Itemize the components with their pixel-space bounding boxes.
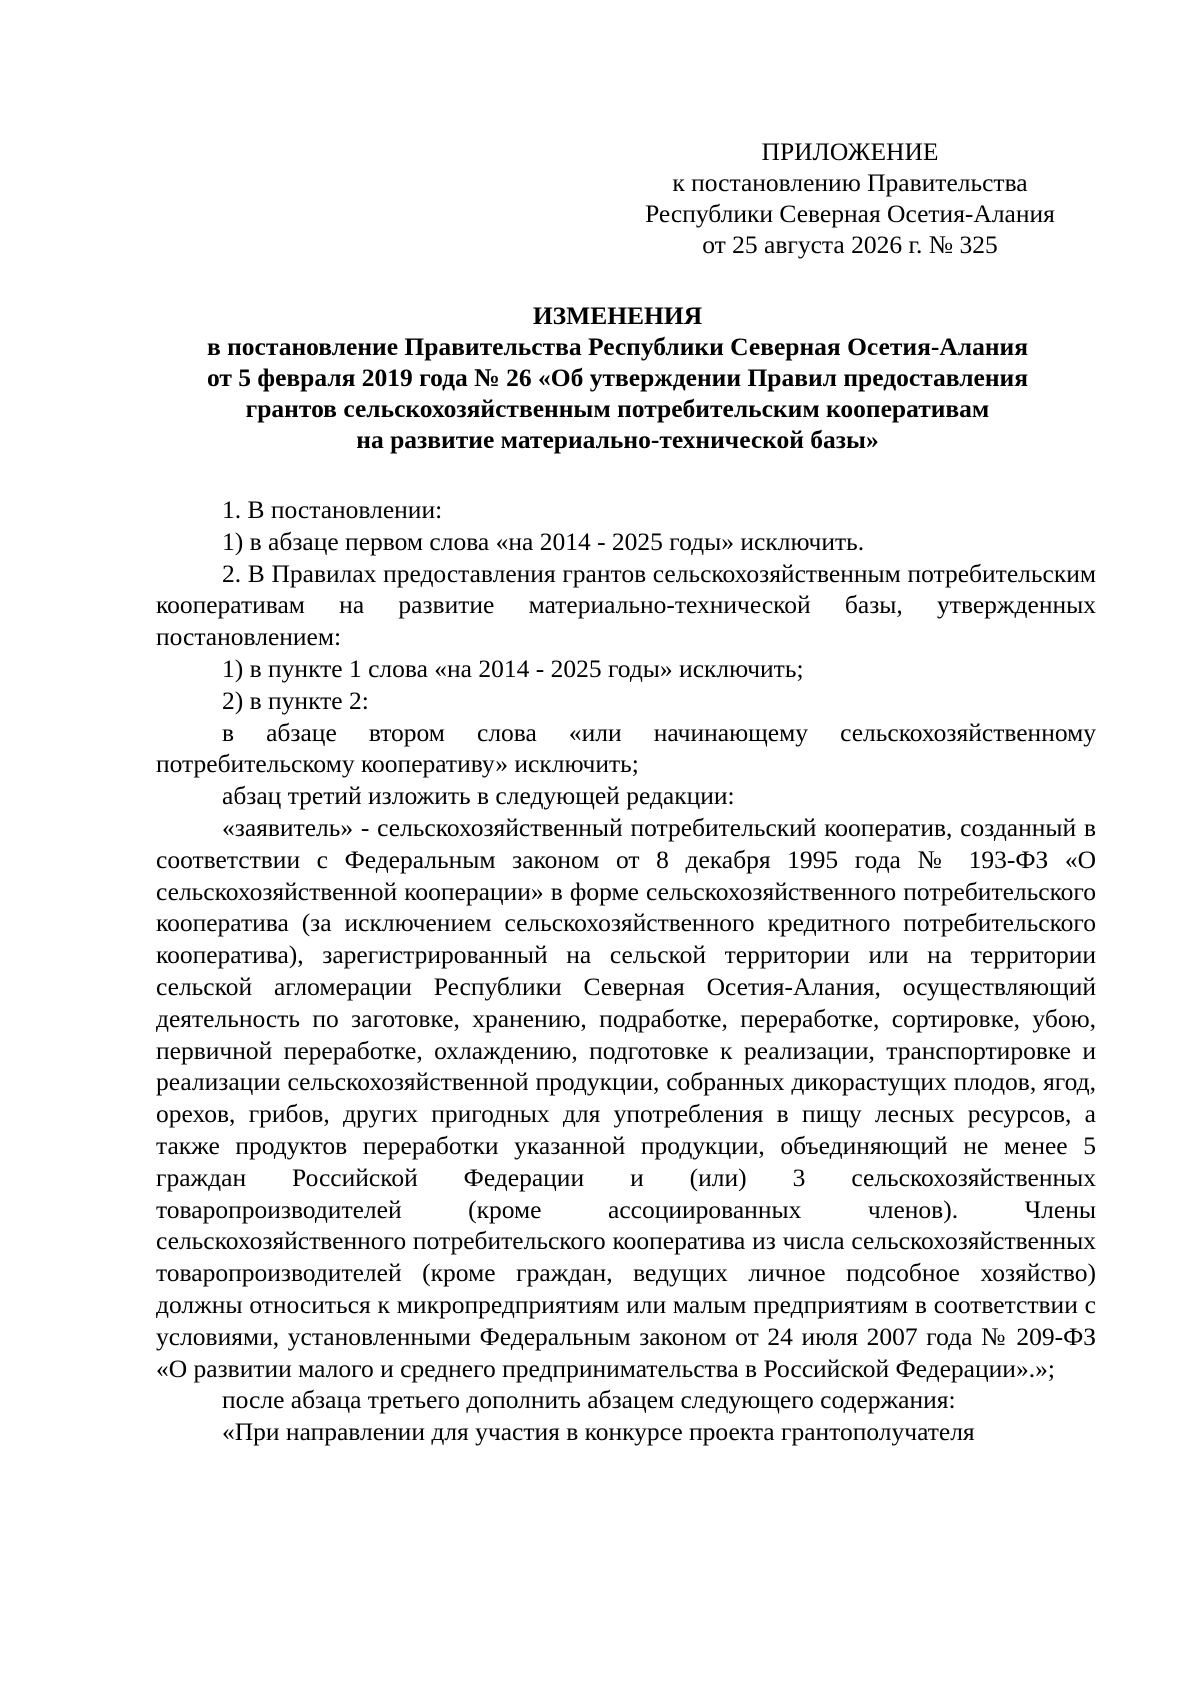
title-line: от 5 февраля 2019 года № 26 «Об утверждении Правил предоставления	[206, 363, 1029, 392]
paragraph: 2) в пункте 2:	[222, 685, 369, 715]
approval-date-number: от 25 августа 2026 г. № 325	[702, 230, 998, 259]
paragraph: 1. В постановлении:	[222, 495, 443, 524]
paragraph: 1) в пункте 1 слова «на 2014 - 2025 годы» исключить;	[222, 653, 804, 683]
title-line: на развитие материально-технической базы»	[356, 425, 879, 454]
approval-line: к постановлению Правительства	[672, 168, 1028, 197]
paragraph: в абзаце втором слова «или начинающему сельскохозяйственному потребительскому кооперативу» исключить;	[156, 717, 1096, 779]
paragraph: после абзаца третьего дополнить абзацем следующего содержания:	[222, 1385, 956, 1415]
paragraph: 1) в абзаце первом слова «на 2014 - 2025 годы» исключить.	[222, 526, 865, 556]
paragraph: 2. В Правилах предоставления грантов сельскохозяйственным потребительским кооперативам на развитие материально-технической базы, утвержденных постановлением:	[156, 558, 1096, 652]
approval-stamp	[600, 136, 1100, 260]
title-line: в постановление Правительства Республики Северная Осетия-Алания	[206, 332, 1029, 361]
approval-heading: ПРИЛОЖЕНИЕ	[761, 137, 939, 166]
paragraph: «При направлении для участия в конкурсе проекта грантополучателя	[222, 1417, 975, 1447]
approval-line: Республики Северная Осетия-Алания	[645, 199, 1055, 228]
paragraph: абзац третий изложить в следующей редакции:	[222, 781, 735, 811]
paragraph: «заявитель» - сельскохозяйственный потребительский кооператив, созданный в соответствии с Федеральным законом от 8 декабря 1995 года № 193-ФЗ «О сельскохозяйственной кооперации» в форме сельскохозяйственного потребительского кооператива (за исключением сельскохозяйственного кредитного потребительского кооператива), зарегистрированный на сельской территории или на территории сельской агломерации Республики Северная Осетия-Алания, осуществляющий деятельность по заготовке, хранению, подработке, переработке, сортировке, убою, первичной переработке, охлаждению, подготовке к реализации, транспортировке и реализации сельскохозяйственной продукции, собранных дикорастущих плодов, ягод, орехов, грибов, других пригодных для употребления в пищу лесных ресурсов, а также продуктов переработки указанной продукции, объединяющий не менее 5 граждан Российской Федерации и (или) 3 сельскохозяйственных товаропроизводителей (кроме ассоциированных членов). Члены сельскохозяйственного потребительского кооператива из числа сельскохозяйственных товаропроизводителей (кроме граждан, ведущих личное подсобное хозяйство) должны относиться к микропредприятиям или малым предприятиям в соответствии с условиями, установленными Федеральным законом от 24 июля 2007 года № 209-ФЗ «О развитии малого и среднего предпринимательства в Российской Федерации».»;	[156, 812, 1096, 1383]
document-title	[140, 300, 1095, 455]
title-line: грантов сельскохозяйственным потребительским кооперативам	[245, 394, 990, 423]
title-heading: ИЗМЕНЕНИЯ	[532, 301, 703, 330]
document-body	[156, 494, 1096, 1448]
